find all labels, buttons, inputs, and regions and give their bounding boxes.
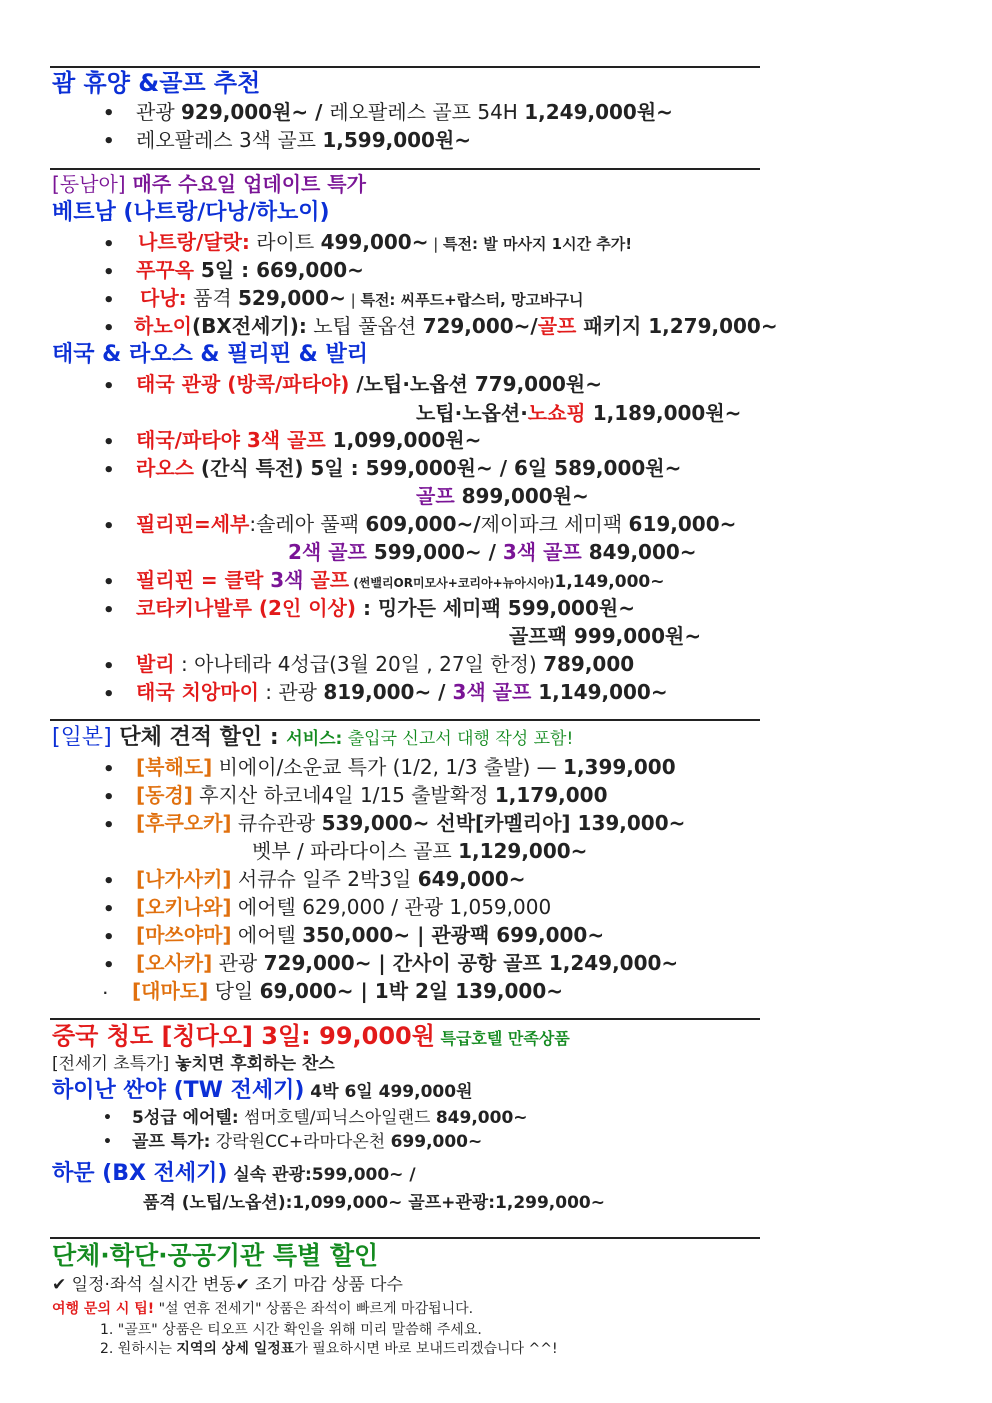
group-title: 단체·학단·공공기관 특별 할인 bbox=[52, 1241, 379, 1270]
sea-header: [동남아] 매주 수요일 업데이트 특가 bbox=[52, 172, 366, 196]
japan-header: [일본] 단체 견적 할인 : 서비스: 출입국 신고서 대행 작성 포함! bbox=[52, 725, 574, 750]
bullet: • bbox=[103, 262, 115, 283]
bullet: • bbox=[103, 460, 115, 481]
bullet: • bbox=[103, 1134, 112, 1150]
bullet: • bbox=[103, 516, 115, 537]
japan-item-matsuyama: [마쓰야마] 에어텔 350,000~ | 관광팩 699,000~ bbox=[136, 923, 605, 947]
vietnam-item-danang: 다낭: 품격 529,000~ | 특전: 씨푸드+랍스터, 망고바구니 bbox=[140, 286, 584, 310]
divider-sea bbox=[50, 168, 760, 170]
hainan-item-aritel: 5성급 에어텔: 썸머호텔/피닉스아일랜드 849,000~ bbox=[132, 1108, 528, 1128]
divider-china bbox=[50, 1018, 760, 1020]
japan-item-okinawa: [오키나와] 에어텔 629,000 / 관광 1,059,000 bbox=[136, 895, 552, 919]
kotakinabalu-golf: 골프팩 999,000원~ bbox=[509, 624, 702, 648]
japan-item-tsushima: [대마도] 당일 69,000~ | 1박 2일 139,000~ bbox=[132, 979, 564, 1003]
bullet: • bbox=[103, 1110, 112, 1126]
divider-group bbox=[50, 1237, 760, 1239]
japan-item-osaka: [오사카] 관광 729,000~ | 간사이 공항 골프 1,249,000~ bbox=[136, 951, 679, 975]
qingdao-title: 중국 청도 [칭다오] 3일: 99,000원 특급호텔 만족상품 bbox=[52, 1022, 570, 1050]
bali-item: 발리 : 아나테라 4성급(3월 20일 , 27일 한정) 789,000 bbox=[136, 652, 635, 676]
bullet: • bbox=[103, 318, 115, 339]
thai-item-pattaya-golf: 태국/파타야 3색 골프 1,099,000원~ bbox=[136, 428, 482, 452]
bullet: • bbox=[103, 759, 115, 780]
japan-item-tokyo: [동경] 후지산 하코네4일 1/15 출발확정 1,179,000 bbox=[136, 783, 608, 807]
tip-note-1: 1. "골프" 상품은 티오프 시간 확인을 위해 미리 말씀해 주세요. bbox=[100, 1322, 482, 1338]
laos-item: 라오스 (간식 특전) 5일 : 599,000원~ / 6일 589,000원~ bbox=[136, 456, 682, 480]
thai-item-bangkok-noshop: 노팁·노옵션·노쇼핑 1,189,000원~ bbox=[416, 401, 742, 425]
group-notice: ✔ 일정·좌석 실시간 변동✔ 조기 마감 상품 다수 bbox=[52, 1275, 403, 1295]
japan-item-nagasaki: [나가사키] 서큐슈 일주 2박3일 649,000~ bbox=[136, 867, 526, 891]
bullet: • bbox=[103, 432, 115, 453]
divider-japan bbox=[50, 719, 760, 721]
hainan-title: 하이난 싼야 (TW 전세기) 4박 6일 499,000원 bbox=[52, 1078, 473, 1103]
bullet: • bbox=[103, 234, 115, 255]
philippines-cebu-golf: 2색 골프 599,000~ / 3색 골프 849,000~ bbox=[288, 540, 697, 564]
vietnam-item-nhatrang: 나트랑/달랏: 라이트 499,000~ | 특전: 발 마사지 1시간 추가! bbox=[138, 230, 633, 254]
guam-item-1: 관광 929,000원~ / 레오팔레스 골프 54H 1,249,000원~ bbox=[136, 100, 673, 124]
bullet: • bbox=[103, 376, 115, 397]
kotakinabalu-item: 코타키나발루 (2인 이상) : 밍가든 세미팩 599,000원~ bbox=[136, 596, 635, 620]
bullet: • bbox=[103, 572, 115, 593]
japan-item-hokkaido: [북해도] 비에이/소운쿄 특가 (1/2, 1/3 출발) — 1,399,000 bbox=[136, 755, 676, 779]
thai-title: 태국 & 라오스 & 필리핀 & 발리 bbox=[52, 342, 369, 367]
bullet: • bbox=[103, 815, 115, 836]
tip-note-2: 2. 원하시는 지역의 상세 일정표가 필요하시면 바로 보내드리겠습니다 ^^! bbox=[100, 1341, 558, 1357]
philippines-cebu-item: 필리핀=세부:솔레아 풀팩 609,000~/제이파크 세미팩 619,000~ bbox=[136, 512, 737, 536]
vietnam-title: 베트남 (나트랑/다낭/하노이) bbox=[52, 200, 330, 225]
bullet: • bbox=[103, 684, 115, 705]
bullet: • bbox=[103, 927, 115, 948]
thai-item-bangkok: 태국 관광 (방콕/파타야) /노팁·노옵션 779,000원~ bbox=[136, 372, 603, 396]
bullet: • bbox=[103, 290, 115, 311]
bullet: • bbox=[103, 787, 115, 808]
charter-sub: [전세기 초특가] 놓치면 후회하는 찬스 bbox=[52, 1054, 335, 1074]
guam-item-2: 레오팔레스 3색 골프 1,599,000원~ bbox=[136, 128, 472, 152]
vietnam-item-hanoi: 하노이(BX전세기): 노팁 풀옵션 729,000~/골프 패키지 1,279,000~ bbox=[134, 314, 778, 338]
japan-item-beppu: 벳부 / 파라다이스 골프 1,129,000~ bbox=[252, 839, 588, 863]
travel-tip: 여행 문의 시 팁! "설 연휴 전세기" 상품은 좌석이 빠르게 마감됩니다. bbox=[52, 1301, 474, 1317]
bullet: • bbox=[103, 600, 115, 621]
divider-top bbox=[50, 66, 760, 68]
laos-golf: 골프 899,000원~ bbox=[416, 484, 589, 508]
chiangmai-item: 태국 치앙마이 : 관광 819,000~ / 3색 골프 1,149,000~ bbox=[136, 680, 668, 704]
xiamen-line2: 품격 (노팁/노옵션):1,099,000~ 골프+관광:1,299,000~ bbox=[143, 1193, 605, 1213]
bullet: . bbox=[103, 983, 108, 997]
vietnam-item-phuquoc: 푸꾸옥 5일 : 669,000~ bbox=[136, 258, 364, 282]
xiamen-title: 하문 (BX 전세기) 실속 관광:599,000~ / bbox=[52, 1161, 416, 1186]
bullet: • bbox=[103, 955, 115, 976]
bullet: • bbox=[103, 131, 115, 152]
bullet: • bbox=[103, 871, 115, 892]
bullet: • bbox=[103, 656, 115, 677]
bullet: • bbox=[103, 103, 115, 124]
philippines-clark-item: 필리핀 = 클락 3색 골프 (썬밸리OR미모사+코리아+뉴아시아)1,149,000~ bbox=[136, 568, 665, 592]
japan-item-fukuoka: [후쿠오카] 큐슈관광 539,000~ 선박[카멜리아] 139,000~ bbox=[136, 811, 686, 835]
guam-title: 괌 휴양 &골프 추천 bbox=[52, 69, 261, 97]
bullet: • bbox=[103, 899, 115, 920]
hainan-item-golf: 골프 특가: 강락원CC+라마다온천 699,000~ bbox=[132, 1132, 483, 1152]
